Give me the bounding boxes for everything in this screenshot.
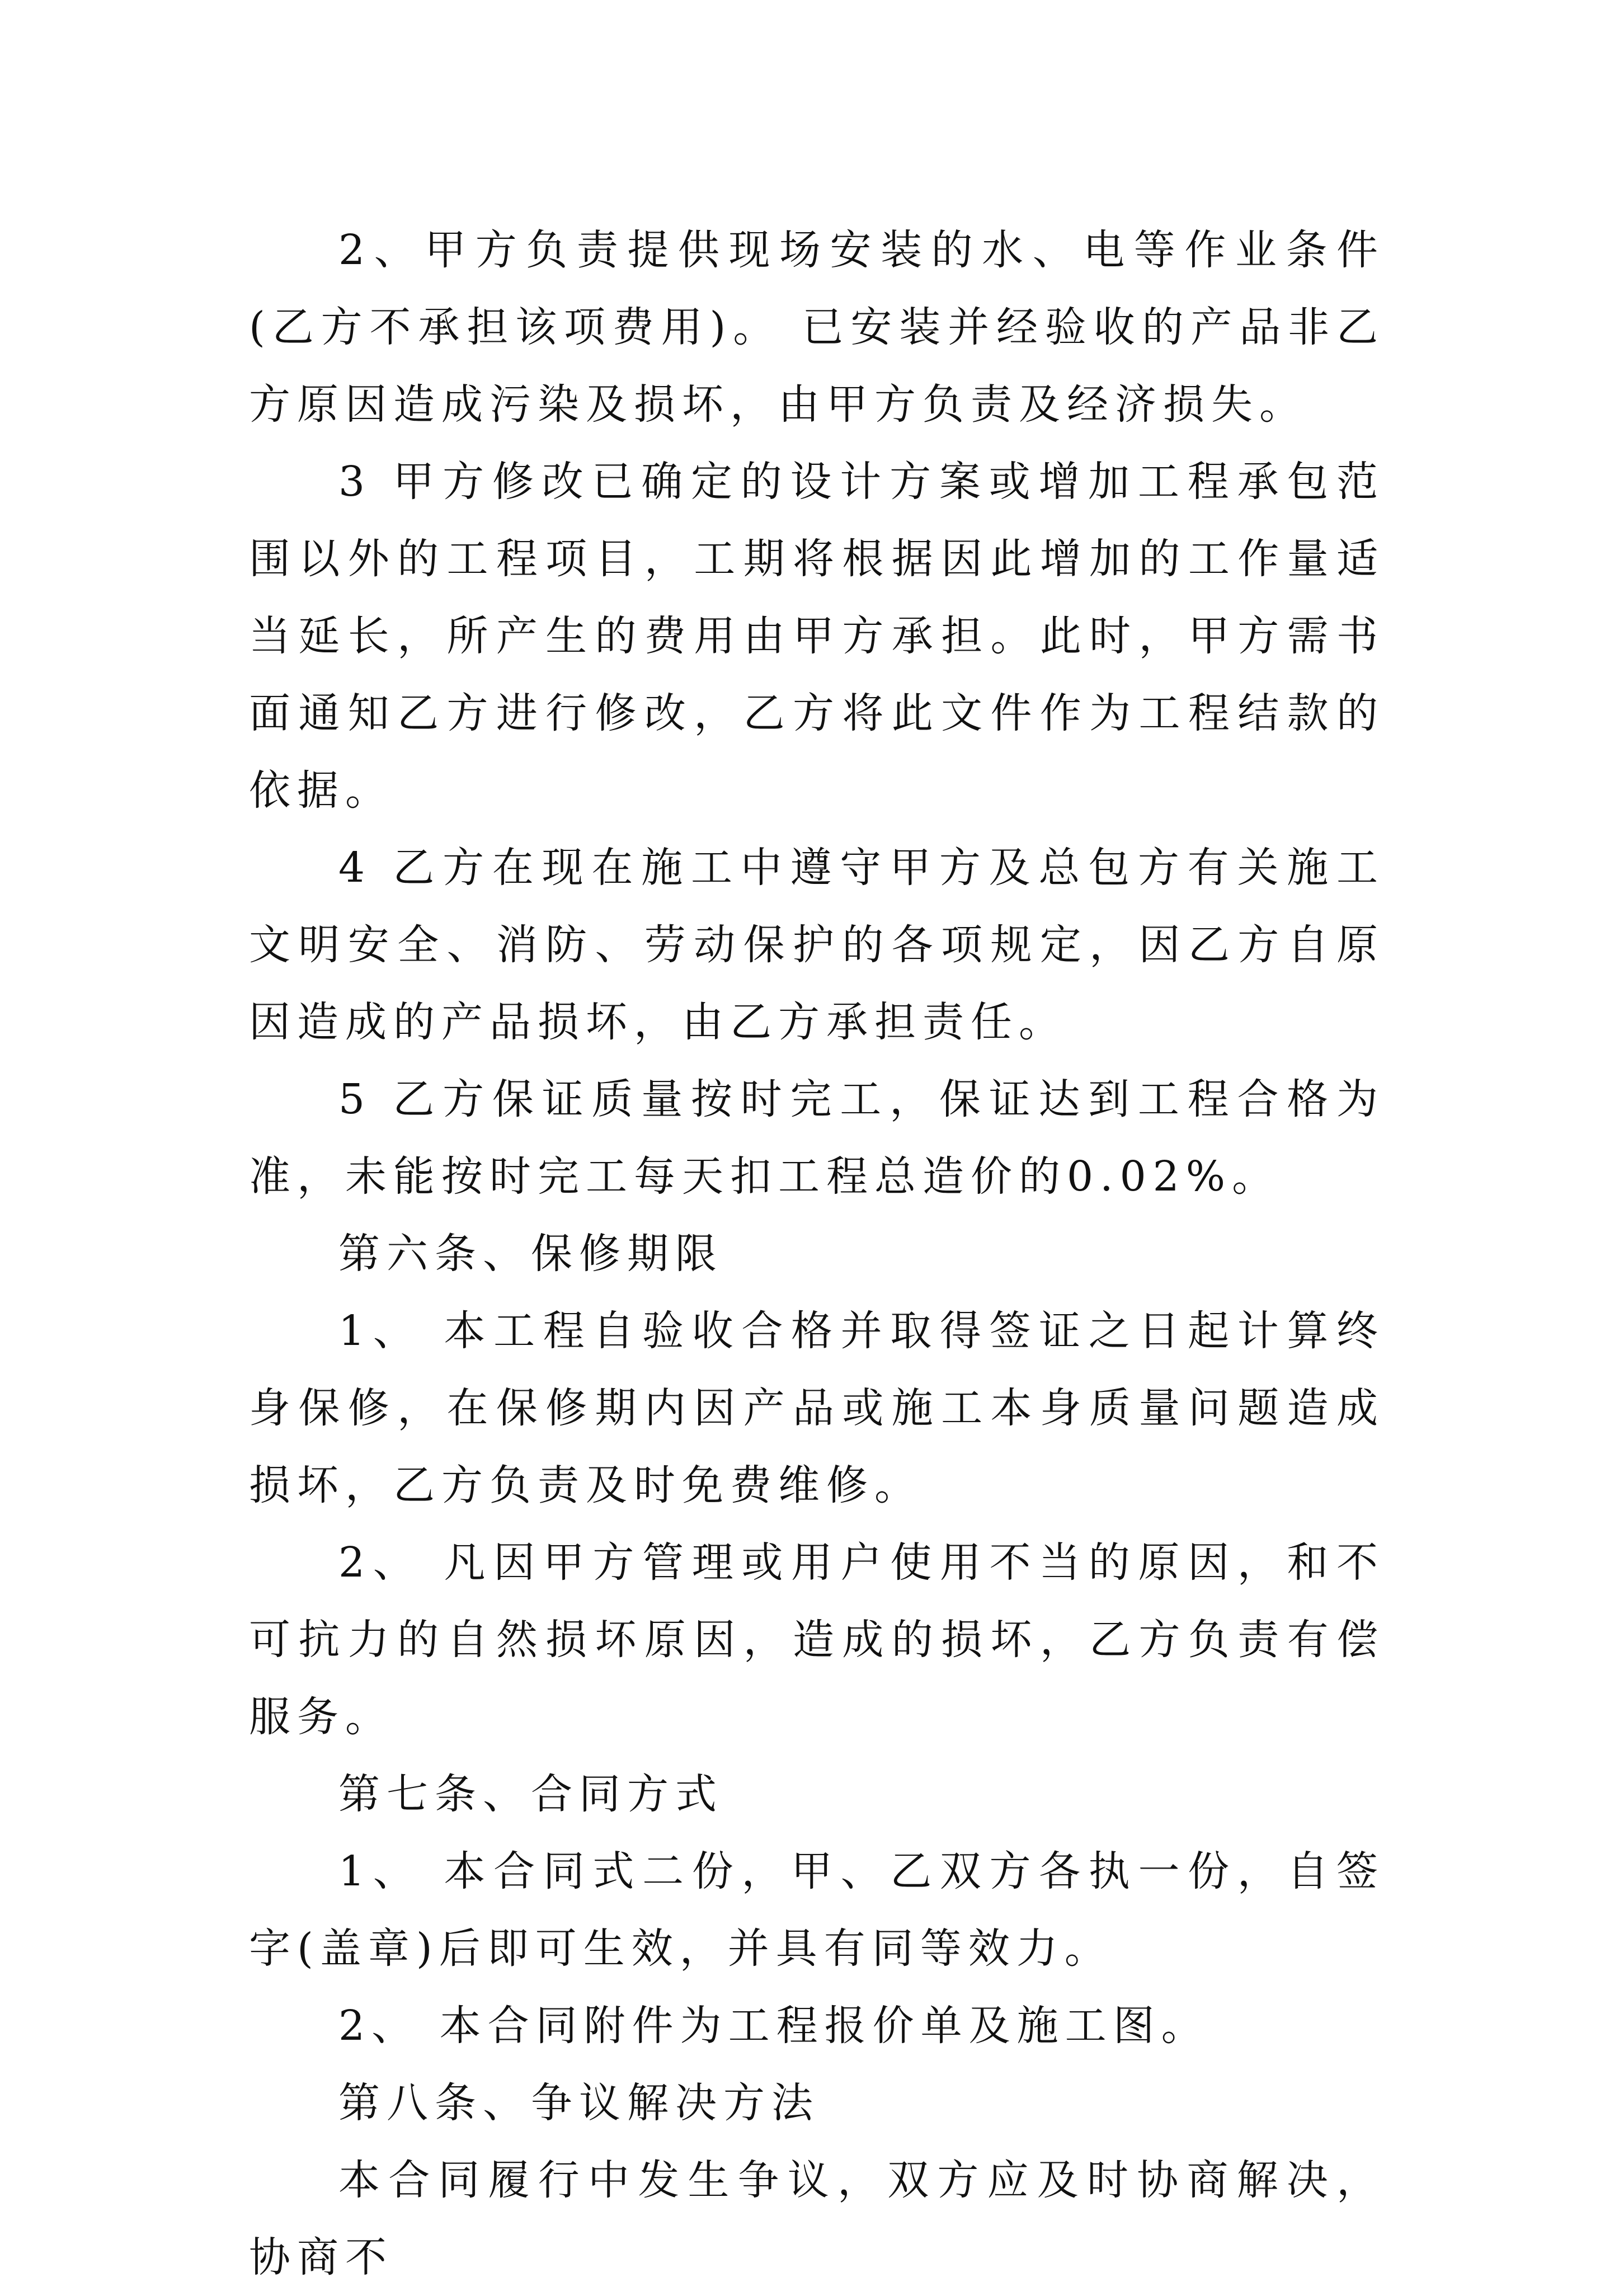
contract-body (249, 211, 1385, 2296)
clause-5-completion-penalty: 5 乙方保证质量按时完工，保证达到工程合格为准，未能按时完工每天扣工程总造价的0.02%。 (249, 1075, 1385, 1201)
clause-2-water-electricity: 2、甲方负责提供现场安装的水、电等作业条件(乙方不承担该项费用)。 已安装并经验收的产品非乙方原因造成污染及损坏，由甲方负责及经济损失。 (249, 226, 1385, 429)
clause-3-design-change: 3 甲方修改已确定的设计方案或增加工程承包范围以外的工程项目，工期将根据因此增加的工作量适当延长，所产生的费用由甲方承担。此时，甲方需书面通知乙方进行修改，乙方将此文件作为工程结款的依据。 (249, 458, 1385, 815)
clause-4-safety-rules: 4 乙方在现在施工中遵守甲方及总包方有关施工文明安全、消防、劳动保护的各项规定，因乙方自原因造成的产品损坏，由乙方承担责任。 (249, 844, 1385, 1046)
article-8-heading: 第八条、争议解决方法 (338, 2079, 820, 2127)
article-7-heading: 第七条、合同方式 (338, 1770, 723, 1818)
article-6-heading: 第六条、保修期限 (338, 1230, 723, 1278)
article-6-clause-2: 2、 凡因甲方管理或用户使用不当的原因，和不可抗力的自然损坏原因，造成的损坏，乙方负责有偿服务。 (249, 1538, 1385, 1741)
article-6-clause-1: 1、 本工程自验收合格并取得签证之日起计算终身保修，在保修期内因产品或施工本身质量问题造成损坏，乙方负责及时免费维修。 (249, 1307, 1385, 1509)
article-7-clause-2: 2、 本合同附件为工程报价单及施工图。 (338, 2002, 1209, 2050)
article-8-text: 本合同履行中发生争议，双方应及时协商解决，协商不 (249, 2156, 1385, 2281)
article-7-clause-1: 1、 本合同式二份，甲、乙双方各执一份，自签字(盖章)后即可生效，并具有同等效力。 (249, 1847, 1385, 1973)
